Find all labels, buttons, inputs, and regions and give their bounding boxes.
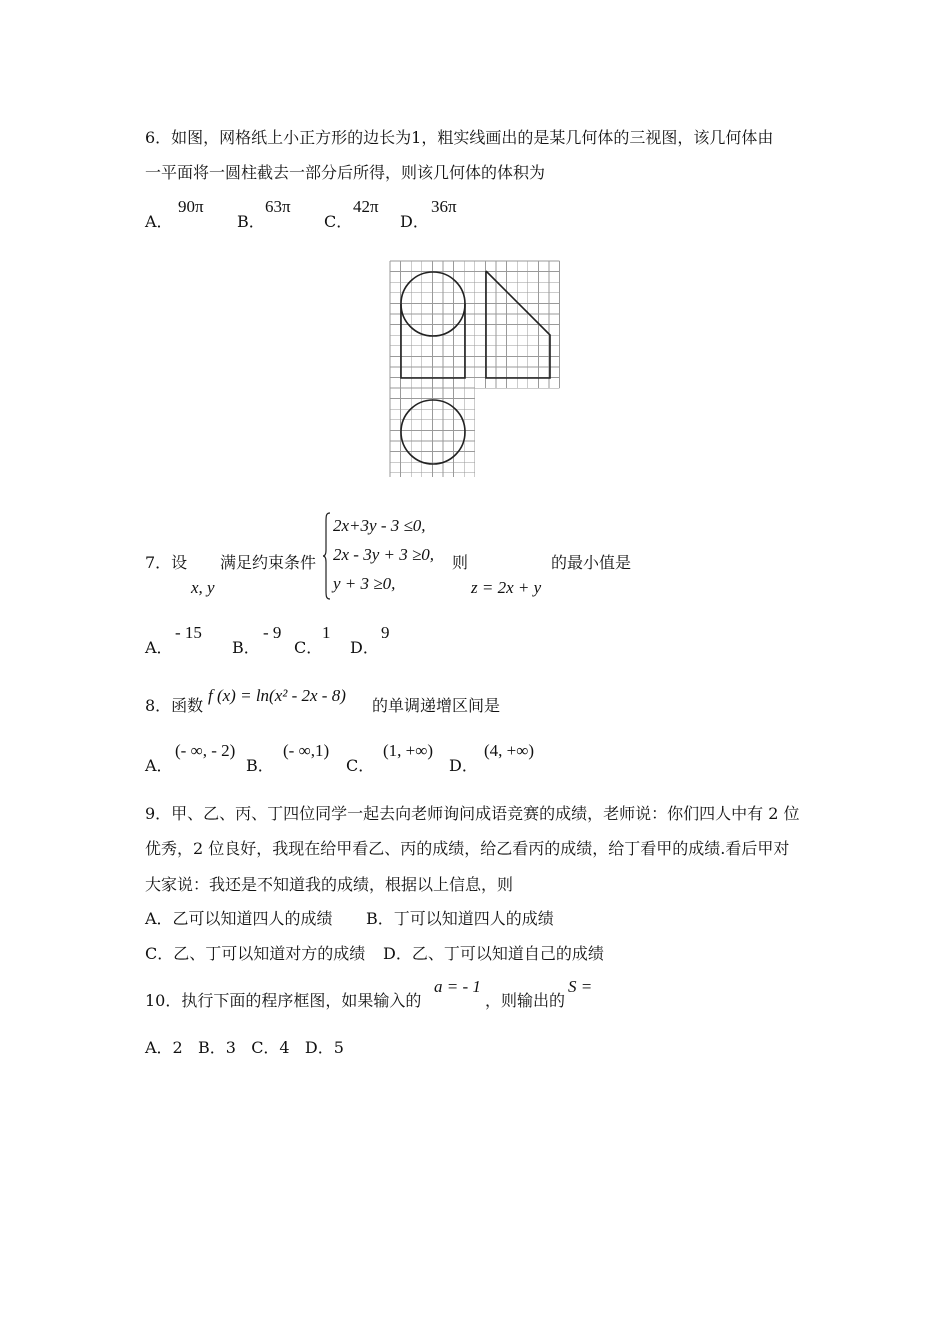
q8-option-a-label: A． (145, 756, 173, 775)
q10-prefix: 10．执行下面的程序框图，如果输入的 (145, 991, 422, 1010)
q10-mid: ，则输出的 (485, 991, 566, 1010)
grid-paper (390, 261, 560, 477)
q8-option-c-label: C． (346, 756, 375, 775)
q6-option-d-label: D． (400, 212, 429, 231)
q7-constraint-1: 2x+3y - 3 ≤0, (333, 516, 426, 535)
q9-option-a: A．乙可以知道四人的成绩 (145, 909, 333, 928)
q8-option-a-value: (- ∞, - 2) (175, 741, 236, 760)
q8-suffix: 的单调递增区间是 (372, 696, 501, 715)
q6-option-b-value: 63π (265, 197, 291, 216)
q6-option-d-value: 36π (431, 197, 457, 216)
q10-output-symbol: S = (568, 977, 593, 996)
q7-system-brace (323, 512, 331, 600)
q7-vars: x, y (191, 578, 215, 597)
q9-stem-line2: 优秀，2 位良好，我现在给甲看乙、丙的成绩，给乙看丙的成绩，给丁看甲的成绩.看后甲对 (145, 839, 790, 858)
q10-input-value: a = - 1 (434, 977, 481, 996)
q7-option-d-label: D． (350, 638, 379, 657)
q6-option-a-value: 90π (178, 197, 204, 216)
q9-option-d: D．乙、丁可以知道自己的成绩 (383, 944, 604, 963)
q6-stem-line2: 一平面将一圆柱截去一部分后所得，则该几何体的体积为 (145, 163, 546, 182)
q7-option-d-value: 9 (381, 623, 390, 642)
q8-option-d-label: D． (449, 756, 478, 775)
q7-option-c-label: C． (294, 638, 323, 657)
q7-prefix: 7．设 (145, 553, 188, 572)
q10-options: A．2 B．3 C．4 D．5 (145, 1038, 344, 1057)
q7-option-c-value: 1 (322, 623, 331, 642)
q6-option-a-label: A． (145, 212, 173, 231)
q9-option-c: C．乙、丁可以知道对方的成绩 (145, 944, 366, 963)
q9-stem-line3: 大家说：我还是不知道我的成绩，根据以上信息，则 (145, 875, 514, 894)
q6-stem-line1: 6．如图，网格纸上小正方形的边长为1，粗实线画出的是某几何体的三视图，该几何体由 (145, 128, 774, 147)
q8-function: f (x) = ln(x² - 2x - 8) (208, 686, 346, 705)
q7-constraint-label: 满足约束条件 (220, 553, 317, 572)
q7-option-b-value: - 9 (263, 623, 282, 642)
q8-option-b-value: (- ∞,1) (283, 741, 330, 760)
q7-option-a-value: - 15 (175, 623, 202, 642)
q6-option-c-label: C． (324, 212, 353, 231)
q7-then: 则 (452, 553, 469, 572)
q8-option-d-value: (4, +∞) (484, 741, 535, 760)
q6-option-b-label: B． (237, 212, 265, 231)
q8-option-b-label: B． (246, 756, 274, 775)
top-view-circle (401, 400, 465, 464)
q9-stem-line1: 9．甲、乙、丙、丁四位同学一起去向老师询问成语竞赛的成绩，老师说：你们四人中有 2 位 (145, 804, 800, 823)
q7-constraint-3: y + 3 ≥0, (333, 574, 396, 593)
q8-prefix: 8．函数 (145, 696, 204, 715)
q7-constraint-2: 2x - 3y + 3 ≥0, (333, 545, 435, 564)
three-view-diagram (385, 258, 567, 480)
q8-option-c-value: (1, +∞) (383, 741, 434, 760)
q7-option-b-label: B． (232, 638, 260, 657)
q7-suffix: 的最小值是 (551, 553, 632, 572)
front-view-circle (401, 272, 465, 336)
q7-objective: z = 2x + y (471, 578, 542, 597)
q6-option-c-value: 42π (353, 197, 379, 216)
q9-option-b: B．丁可以知道四人的成绩 (366, 909, 554, 928)
q7-option-a-label: A． (145, 638, 173, 657)
